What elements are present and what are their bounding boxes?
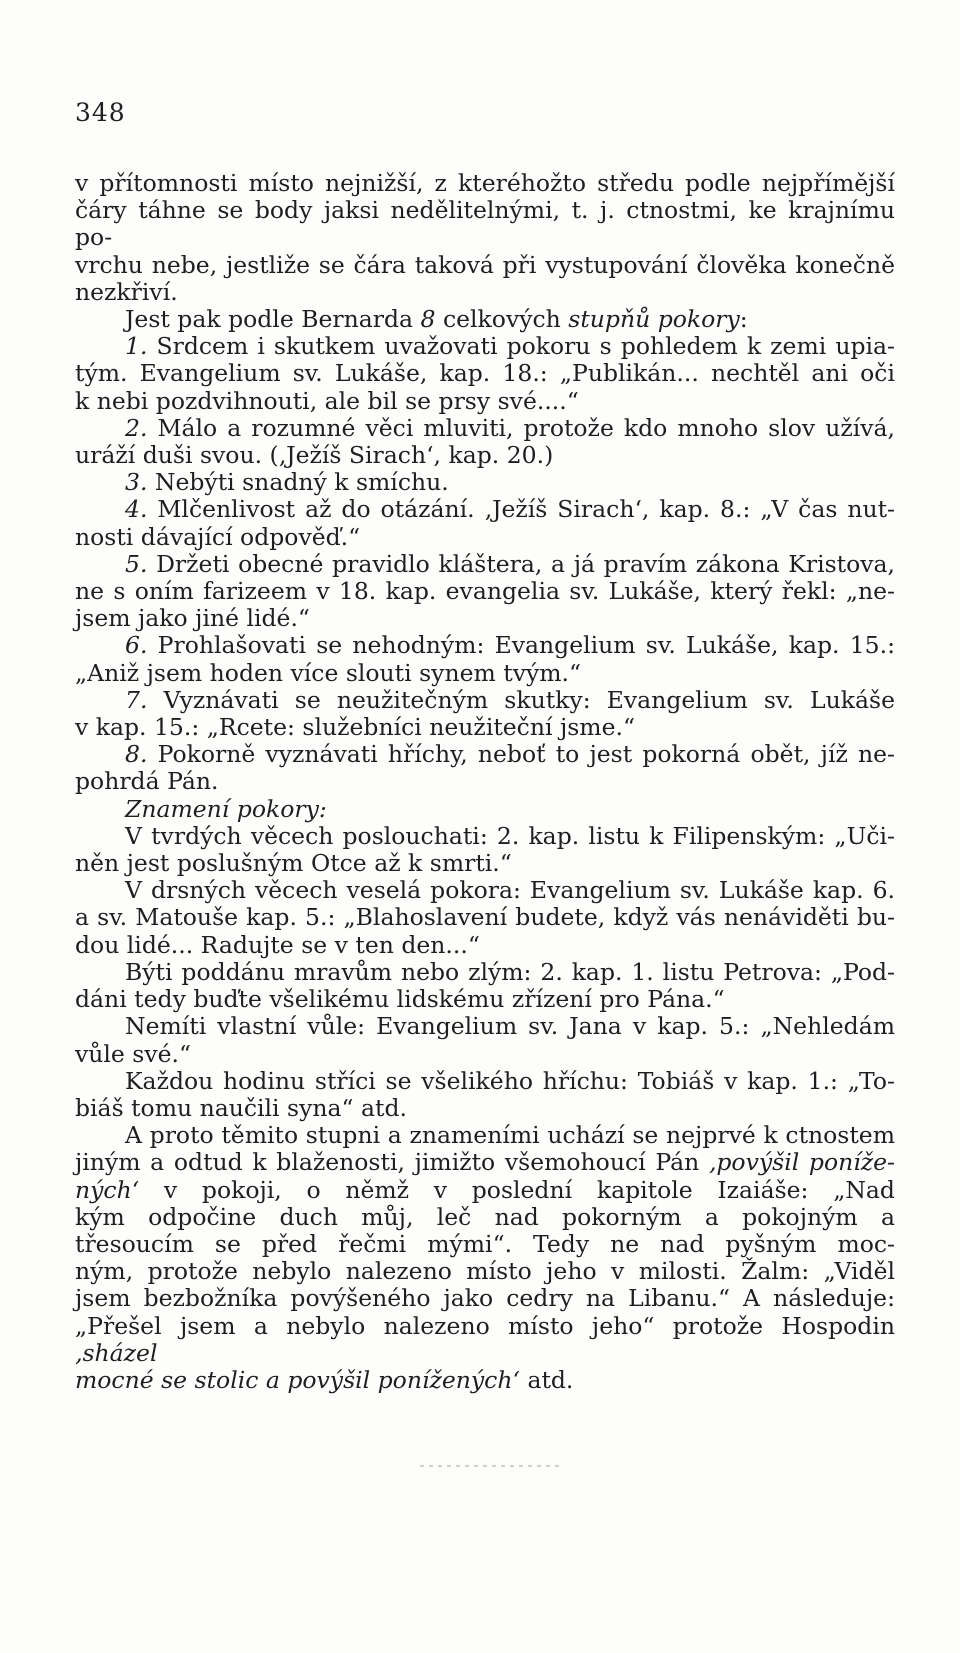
text-line: něn jest poslušným Otce až k smrti.“ [75, 849, 512, 878]
text-line: biáš tomu naučili syna“ atd. [75, 1093, 407, 1122]
step-8: 8. Pokorně vyznávati hříchy, neboť to jest pokorná obět, jíž ne- [125, 740, 895, 769]
text-line: v kap. 15.: „Rcete: služebníci neužiteční jsme.“ [75, 713, 635, 742]
text-line: „Aniž jsem hoden více slouti synem tvým.“ [75, 658, 582, 687]
text-line: nezkřiví. [75, 277, 178, 306]
scan-artifact [420, 1465, 560, 1467]
text-line: kým odpočine duch můj, leč nad pokorným a pokojným a [75, 1202, 895, 1231]
text-line: dáni tedy buďte všelikému lidskému zřízení pro Pána.“ [75, 985, 725, 1014]
text-line: jiným a odtud k blaženosti, jimižto všemohoucí Pán ‚povýšil poníže- [75, 1148, 895, 1177]
step-4: 4. Mlčenlivost až do otázání. ‚Ježíš Sirach‘, kap. 8.: „V čas nut- [125, 495, 895, 524]
text-line: a sv. Matouše kap. 5.: „Blahoslavení budete, když vás nenáviděti bu- [75, 903, 895, 932]
sign-paragraph: V drsných věcech veselá pokora: Evangelium sv. Lukáše kap. 6. [125, 876, 895, 905]
step-5: 5. Držeti obecné pravidlo kláštera, a já pravím zákona Kristova, [125, 549, 895, 578]
text-line: pohrdá Pán. [75, 767, 219, 796]
text-line: ných‘ v pokoji, o němž v poslední kapitole Izaiáše: „Nad [75, 1175, 895, 1204]
text-line: nosti dávající odpověď.“ [75, 522, 361, 551]
text-line: mocné se stolic a povýšil ponížených‘ atd. [75, 1365, 574, 1394]
text-line: jsem jako jiné lidé.“ [75, 604, 310, 633]
signs-heading: Znamení pokory: [125, 794, 327, 823]
steps-heading: Jest pak podle Bernarda 8 celkových stupňů pokory: [125, 305, 748, 334]
text-line: vrchu nebe, jestliže se čára taková při vystupování člověka konečně [75, 250, 895, 279]
text-line: „Přešel jsem a nebylo nalezeno místo jeho“ protože Hospodin ‚sházel [75, 1311, 895, 1367]
text-line: k nebi pozdvihnouti, ale bil se prsy své....“ [75, 386, 579, 415]
step-3: 3. Nebýti snadný k smíchu. [125, 468, 449, 497]
sign-paragraph: Býti poddánu mravům nebo zlým: 2. kap. 1. listu Petrova: „Pod- [125, 957, 895, 986]
text-line: uráží duši svou. (‚Ježíš Sirach‘, kap. 20.) [75, 441, 554, 470]
sign-paragraph: Každou hodinu stříci se všelikého hříchu: Tobiáš v kap. 1.: „To- [125, 1066, 895, 1095]
text-line: vůle své.“ [75, 1039, 192, 1068]
closing-paragraph: A proto těmito stupni a znameními uchází se nejprvé k ctnostem [125, 1121, 895, 1150]
text-line: v přítomnosti místo nejnižší, z kteréhožto středu podle nejpřímější [75, 169, 895, 197]
step-7: 7. Vyznávati se neužitečným skutky: Evangelium sv. Lukáše [125, 685, 895, 714]
sign-paragraph: Nemíti vlastní vůle: Evangelium sv. Jana v kap. 5.: „Nehledám [125, 1012, 895, 1041]
body-text [75, 170, 895, 1394]
text-line: tým. Evangelium sv. Lukáše, kap. 18.: „Publikán... nechtěl ani oči [75, 359, 895, 388]
step-6: 6. Prohlašovati se nehodným: Evangelium sv. Lukáše, kap. 15.: [125, 631, 895, 660]
step-2: 2. Málo a rozumné věci mluviti, protože kdo mnoho slov užívá, [125, 413, 895, 442]
sign-paragraph: V tvrdých věcech poslouchati: 2. kap. listu k Filipenským: „Uči- [125, 821, 895, 850]
text-line: čáry táhne se body jaksi nedělitelnými, t. j. ctnostmi, ke krajnímu po- [75, 196, 895, 252]
page-number: 348 [75, 98, 126, 127]
text-line: ne s oním farizeem v 18. kap. evangelia sv. Lukáše, který řekl: „ne- [75, 577, 895, 606]
text-line: ným, protože nebylo nalezeno místo jeho v milosti. Žalm: „Viděl [75, 1257, 895, 1286]
text-line: jsem bezbožníka povýšeného jako cedry na Libanu.“ A následuje: [75, 1284, 895, 1313]
step-1: 1. Srdcem i skutkem uvažovati pokoru s pohledem k zemi upia- [125, 332, 895, 361]
text-line: dou lidé... Radujte se v ten den...“ [75, 930, 480, 959]
text-line: třesoucím se před řečmi mými“. Tedy ne nad pyšným moc- [75, 1229, 895, 1258]
